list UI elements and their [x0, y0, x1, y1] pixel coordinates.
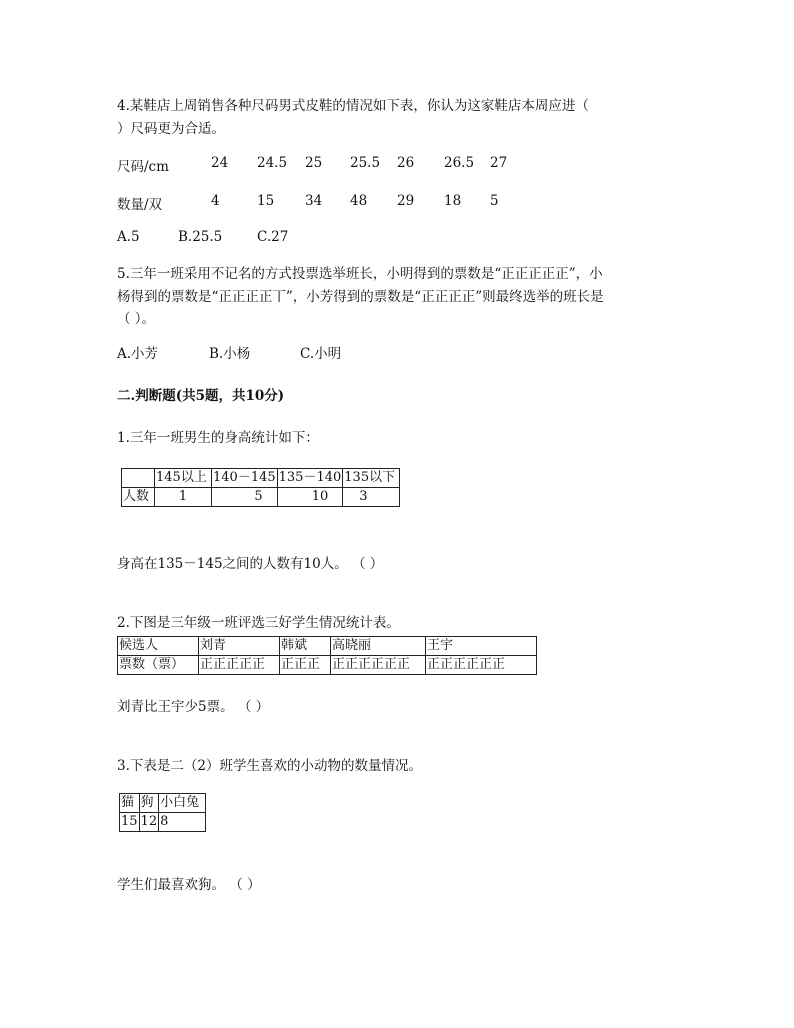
- j3-table: [119, 793, 206, 832]
- q4-count-0: 4: [211, 193, 220, 209]
- j3-cell: 猫: [120, 794, 140, 813]
- table-row: [118, 637, 537, 656]
- table-row: [120, 794, 206, 813]
- section-title: 二.判断题(共5题，共10分): [117, 388, 285, 404]
- j1-value-cell: 5: [212, 488, 278, 507]
- q4-option-c: C.27: [257, 229, 289, 245]
- q4-count-6: 5: [490, 193, 499, 209]
- q4-size-0: 24: [211, 155, 229, 171]
- j3-statement: 学生们最喜欢狗。 （ ）: [117, 877, 261, 893]
- q4-size-5: 26.5: [444, 155, 475, 171]
- j3-cell: 小白兔: [159, 794, 206, 813]
- q4-size-1: 24.5: [257, 155, 288, 171]
- table-row: [122, 469, 400, 488]
- q4-count-label: 数量/双: [117, 197, 163, 213]
- q4-size-6: 27: [490, 155, 508, 171]
- q5-line2: 杨得到的票数是“正正正正丅”，小芳得到的票数是“正正正正”则最终选举的班长是: [117, 289, 604, 305]
- table-row: [118, 656, 537, 675]
- j3-cell: 8: [159, 813, 206, 832]
- j1-corner: [122, 469, 155, 488]
- j2-cell: 正正正正正正: [426, 656, 537, 675]
- q5-option-b: B.小杨: [209, 346, 251, 362]
- j1-row-label: 人数: [122, 488, 155, 507]
- j3-cell: 狗: [139, 794, 159, 813]
- j3-cell: 12: [139, 813, 159, 832]
- j2-statement: 刘青比王宇少5票。 （ ）: [117, 699, 270, 715]
- j2-table: [117, 636, 537, 675]
- j2-intro: 2.下图是三年级一班评选三好学生情况统计表。: [117, 615, 400, 631]
- q4-option-a: A.5: [117, 229, 140, 245]
- j2-cell: 票数（票）: [118, 656, 199, 675]
- j1-header-cell: 135以下: [343, 469, 400, 488]
- j1-intro: 1.三年一班男生的身高统计如下：: [117, 430, 319, 446]
- j2-cell: 刘青: [199, 637, 280, 656]
- q5-option-a: A.小芳: [117, 346, 159, 362]
- j1-value-cell: 10: [277, 488, 343, 507]
- q4-size-2: 25: [305, 155, 323, 171]
- table-row: [120, 813, 206, 832]
- q5-line1: 5.三年一班采用不记名的方式投票选举班长，小明得到的票数是“正正正正正”，小: [117, 266, 603, 282]
- q4-count-4: 29: [397, 193, 415, 209]
- q5-line3: （ ）。: [117, 311, 156, 327]
- table-row: [122, 488, 400, 507]
- j2-cell: 候选人: [118, 637, 199, 656]
- q4-size-3: 25.5: [350, 155, 381, 171]
- j2-cell: 正正正: [280, 656, 331, 675]
- q4-count-3: 48: [350, 193, 368, 209]
- j2-cell: 正正正正正: [199, 656, 280, 675]
- q4-count-1: 15: [257, 193, 275, 209]
- j3-intro: 3.下表是二（2）班学生喜欢的小动物的数量情况。: [117, 758, 422, 774]
- q4-line1: 4.某鞋店上周销售各种尺码男式皮鞋的情况如下表，你认为这家鞋店本周应进（: [117, 98, 589, 114]
- q4-size-label: 尺码/cm: [117, 159, 169, 175]
- j1-table: [121, 468, 400, 507]
- j2-cell: 韩斌: [280, 637, 331, 656]
- q4-count-5: 18: [444, 193, 462, 209]
- j1-statement: 身高在135－145之间的人数有10人。 （ ）: [117, 556, 384, 572]
- j1-header-cell: 135－140: [277, 469, 343, 488]
- q4-count-2: 34: [305, 193, 323, 209]
- j1-value-cell: 1: [155, 488, 212, 507]
- q4-option-b: B.25.5: [178, 229, 223, 245]
- j1-header-cell: 145以上: [155, 469, 212, 488]
- j1-value-cell: 3: [343, 488, 400, 507]
- q5-option-c: C.小明: [300, 346, 342, 362]
- q4-size-4: 26: [397, 155, 415, 171]
- j3-cell: 15: [120, 813, 140, 832]
- j1-header-cell: 140－145: [212, 469, 278, 488]
- j2-cell: 高晓丽: [331, 637, 426, 656]
- j2-cell: 正正正正正正: [331, 656, 426, 675]
- q4-line2: ）尺码更为合适。: [117, 121, 225, 137]
- j2-cell: 王宇: [426, 637, 537, 656]
